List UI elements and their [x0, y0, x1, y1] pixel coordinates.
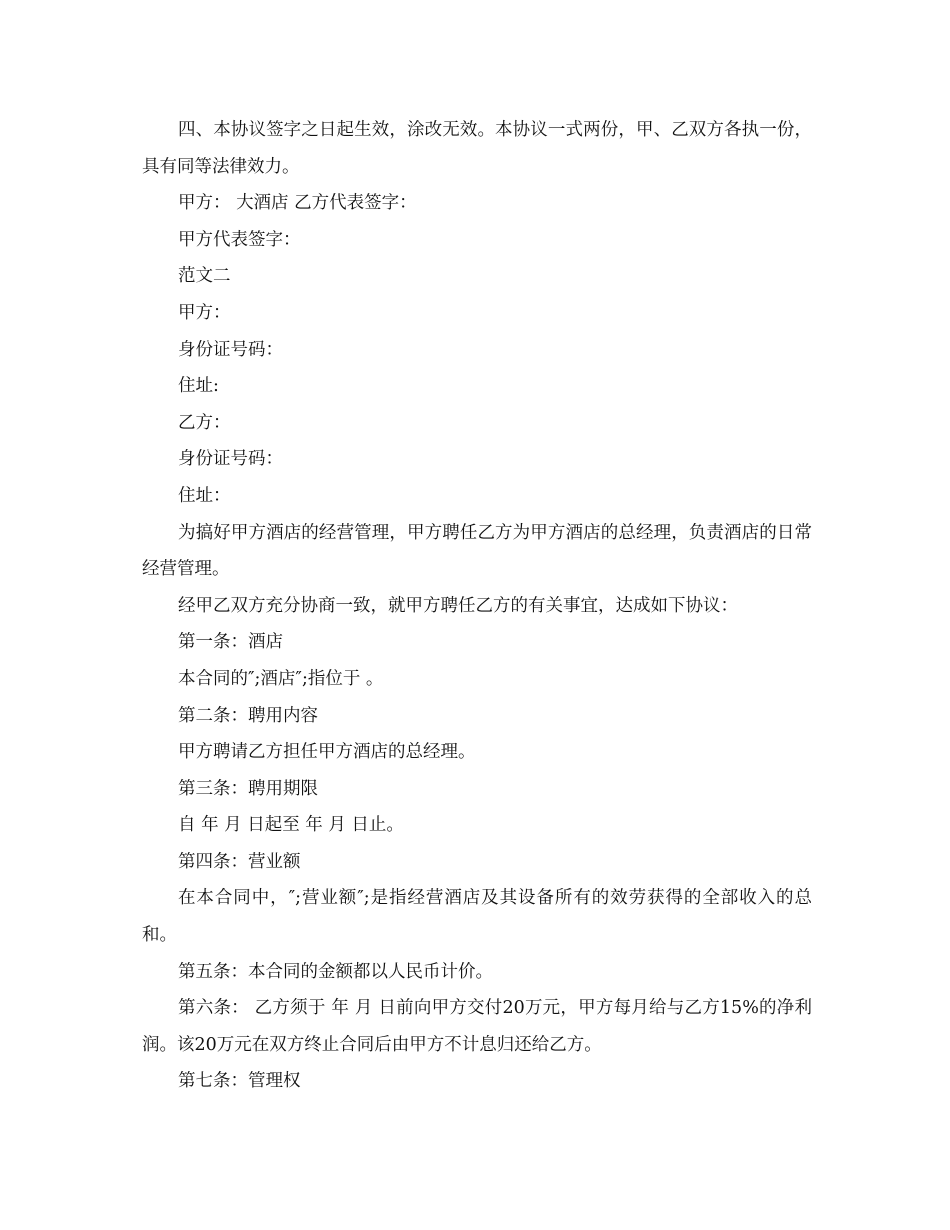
document-body: [142, 112, 812, 1100]
paragraph-article-3-heading: 第三条：聘用期限: [178, 778, 318, 799]
paragraph-party-b-address: 住址：: [178, 485, 231, 506]
paragraph-party-b-id: 身份证号码：: [178, 449, 283, 470]
paragraph-effective-clause: 四、本协议签字之日起生效，涂改无效。本协议一式两份，甲、乙双方各执一份，具有同等法律效力。: [142, 120, 812, 177]
paragraph-party-a-signature: 甲方： 大酒店 乙方代表签字：: [178, 193, 417, 214]
paragraph-article-5: 第五条：本合同的金额都以人民币计价。: [178, 961, 493, 982]
paragraph-agreement-intro: 经甲乙双方充分协商一致，就甲方聘任乙方的有关事宜，达成如下协议：: [178, 595, 738, 616]
paragraph-party-b: 乙方：: [178, 412, 231, 433]
paragraph-article-2-heading: 第二条：聘用内容: [178, 705, 318, 726]
paragraph-article-4-body: 在本合同中，″;营业额″;是指经营酒店及其设备所有的效劳获得的全部收入的总和。: [142, 888, 812, 946]
paragraph-purpose: 为搞好甲方酒店的经营管理，甲方聘任乙方为甲方酒店的总经理，负责酒店的日常经营管理。: [142, 522, 812, 580]
paragraph-article-2-body: 甲方聘请乙方担任甲方酒店的总经理。: [178, 742, 476, 763]
paragraph-party-a: 甲方：: [178, 302, 231, 323]
paragraph-sample-two-heading: 范文二: [178, 266, 231, 287]
paragraph-party-a-id: 身份证号码：: [178, 339, 283, 360]
paragraph-article-1-body: 本合同的″;酒店″;指位于 。: [178, 668, 384, 689]
paragraph-article-3-body: 自 年 月 日起至 年 月 日止。: [178, 815, 404, 836]
paragraph-party-a-rep-signature: 甲方代表签字：: [178, 229, 301, 250]
paragraph-article-7-heading: 第七条：管理权: [178, 1071, 301, 1092]
paragraph-article-4-heading: 第四条：营业额: [178, 851, 301, 872]
paragraph-article-6: 第六条： 乙方须于 年 月 日前向甲方交付20万元，甲方每月给与乙方15%的净利润。该20万元在双方终止合同后由甲方不计息归还给乙方。: [142, 998, 812, 1055]
paragraph-party-a-address: 住址:: [178, 376, 219, 397]
paragraph-article-1-heading: 第一条：酒店: [178, 632, 283, 653]
